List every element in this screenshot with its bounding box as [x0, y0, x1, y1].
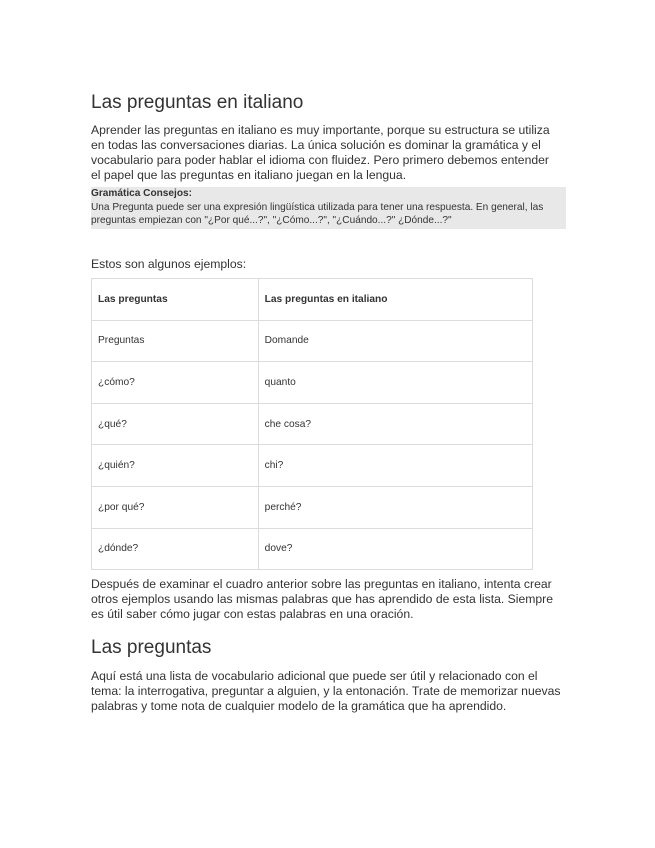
table-cell-italian: perché?	[258, 486, 532, 528]
vocabulary-paragraph: Aquí está una lista de vocabulario adicional que puede ser útil y relacionado con el tema: la interrogativa, preguntar a alguien, y la entonación. Trate de memorizar nuevas palabras y tome nota de cualquier modelo de la gramática que ha aprendido.	[91, 669, 561, 713]
table-row	[92, 362, 533, 404]
grammar-tip-text: Una Pregunta puede ser una expresión lingüística utilizada para tener una respuesta. En general, las preguntas empiezan con "¿Por qué...?", "¿Cómo...?", "¿Cuándo...?" ¿Dónde...?"	[91, 201, 544, 226]
table-row	[92, 486, 533, 528]
table-cell-spanish: ¿dónde?	[92, 528, 259, 570]
vocabulary-table	[91, 278, 533, 570]
table-cell-italian: che cosa?	[258, 403, 532, 445]
table-cell-italian: chi?	[258, 445, 532, 487]
table-row	[92, 445, 533, 487]
grammar-tip-title: Gramática Consejos:	[91, 188, 192, 199]
grammar-tip-box	[91, 187, 566, 229]
table-header-spanish: Las preguntas	[92, 279, 259, 321]
page-title: Las preguntas en italiano	[91, 92, 304, 113]
examples-intro: Estos son algunos ejemplos:	[91, 257, 247, 271]
table-row	[92, 528, 533, 570]
table-cell-spanish: ¿qué?	[92, 403, 259, 445]
table-header-row	[92, 279, 533, 321]
table-cell-italian: quanto	[258, 362, 532, 404]
table-cell-spanish: Preguntas	[92, 320, 259, 362]
table-cell-italian: dove?	[258, 528, 532, 570]
table-header-italian: Las preguntas en italiano	[258, 279, 532, 321]
table-cell-italian: Domande	[258, 320, 532, 362]
table-row	[92, 320, 533, 362]
section-title: Las preguntas	[91, 637, 212, 658]
table-cell-spanish: ¿por qué?	[92, 486, 259, 528]
table-cell-spanish: ¿cómo?	[92, 362, 259, 404]
after-table-paragraph: Después de examinar el cuadro anterior sobre las preguntas en italiano, intenta crear otros ejemplos usando las mismas palabras que has aprendido de esta lista. Siempre es útil saber cómo jugar con estas palabras en una oración.	[91, 577, 554, 621]
table-row	[92, 403, 533, 445]
intro-paragraph: Aprender las preguntas en italiano es muy importante, porque su estructura se utiliza en todas las conversaciones diarias. La única solución es dominar la gramática y el vocabulario para poder hablar el idioma con fluidez. Pero primero debemos entender el papel que las preguntas en italiano juegan en la lengua.	[91, 123, 550, 182]
table-cell-spanish: ¿quién?	[92, 445, 259, 487]
